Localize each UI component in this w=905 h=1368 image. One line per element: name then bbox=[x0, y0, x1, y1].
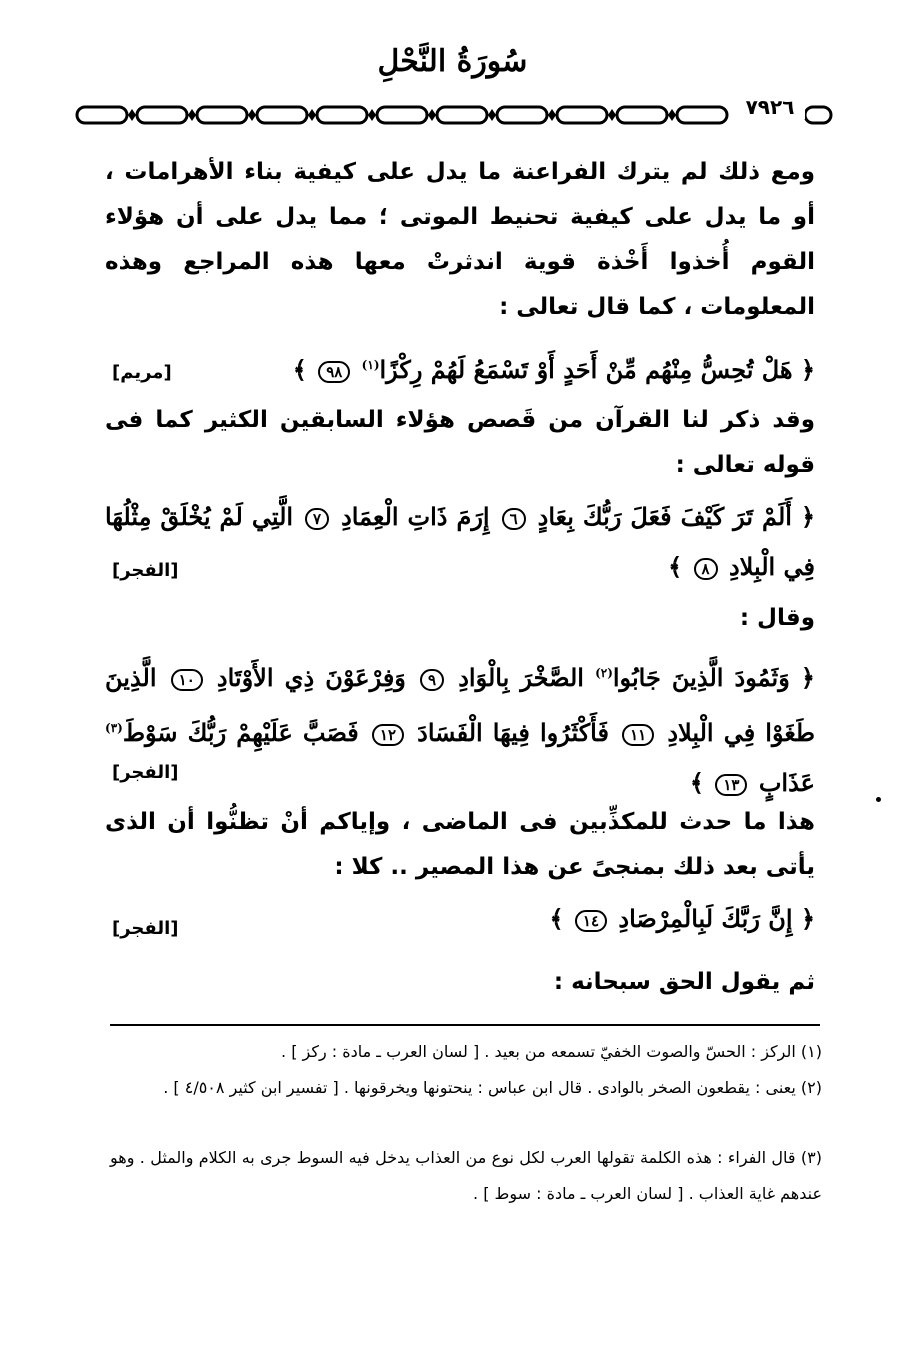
verse-text: سَوْطَ bbox=[122, 718, 178, 747]
ayah-number: ٩٨ bbox=[318, 361, 350, 383]
footnote-marker: (١) bbox=[361, 358, 380, 372]
paragraph-1: ومع ذلك لم يترك الفراعنة ما يدل على كيفية بناء الأهرامات ، أو ما يدل على كيفية تحنيط الموتى ؛ مما يدل على أن هؤلاء القوم أُخذوا أَخْذة قوية اندثرتْ معها هذه المراجع وهذه المعلومات ، كما قال تعالى : bbox=[105, 159, 815, 320]
surah-reference: [الفجر] bbox=[112, 762, 179, 783]
verse-text: الصَّخْرَ بِالْوَادِ bbox=[458, 663, 584, 692]
paragraph-3: وقال : bbox=[739, 605, 815, 631]
footnote-marker: (٣) bbox=[105, 721, 123, 735]
ayah-number: ٧ bbox=[305, 508, 329, 530]
verse-fajr-9-13 bbox=[105, 648, 815, 808]
verse-text: الَّتِي لَمْ يُخْلَقْ bbox=[160, 502, 294, 531]
footnote-2: (٢) يعنى : يقطعون الصخر بالوادى . قال ابن عباس : ينحتونها ويخرقونها . [ تفسير ابن كثير ٤/٥٠٨ ] . bbox=[163, 1078, 822, 1097]
page-number: ٧٩٢٦ bbox=[735, 95, 805, 119]
ornament-close-icon: ﴾ bbox=[292, 355, 307, 384]
verse-text: وَثَمُودَ الَّذِينَ جَابُوا bbox=[612, 663, 790, 692]
verse-text: هَلْ تُحِسُّ مِنْهُم مِّنْ أَحَدٍ أَوْ تَسْمَعُ لَهُمْ رِكْزًا bbox=[379, 355, 793, 384]
ornament-open-icon: ﴿ bbox=[800, 502, 816, 531]
verse-fajr-6-8 bbox=[105, 492, 815, 592]
decorative-border bbox=[75, 95, 835, 135]
verse-text: عَذَابٍ bbox=[758, 768, 815, 797]
paragraph-5: ثم يقول الحق سبحانه : bbox=[553, 969, 815, 995]
surah-reference: [مريم] bbox=[112, 362, 172, 383]
verse-text: مِثْلُهَا فِي الْبِلادِ bbox=[105, 502, 815, 581]
verse-text: الَّذِينَ طَغَوْا فِي الْبِلادِ bbox=[105, 663, 816, 747]
verse-maryam-98 bbox=[105, 340, 815, 395]
footnote-1: (١) الركز : الحسّ والصوت الخفيّ تسمعه من بعيد . [ لسان العرب ـ مادة : ركز ] . bbox=[281, 1042, 822, 1061]
ornament-close-icon: ﴾ bbox=[689, 768, 704, 797]
ornament-open-icon: ﴿ bbox=[800, 904, 815, 933]
ornament-open-icon: ﴿ bbox=[800, 355, 815, 384]
paragraph-2: وقد ذكر لنا القرآن من قَصص هؤلاء السابقين الكثير كما فى قوله تعالى : bbox=[105, 407, 815, 478]
ayah-number: ١٢ bbox=[372, 724, 404, 746]
scan-speck bbox=[876, 797, 881, 802]
verse-text: وَفِرْعَوْنَ ذِي الأَوْتَادِ bbox=[216, 663, 406, 692]
verse-text: إِنَّ رَبَّكَ لَبِالْمِرْصَادِ bbox=[618, 904, 793, 933]
ornament-open-icon: ﴿ bbox=[800, 663, 815, 692]
surah-title: سُورَةُ النَّحْلِ bbox=[377, 44, 528, 79]
verse-text: فَأَكْثَرُوا فِيهَا الْفَسَادَ bbox=[417, 718, 609, 747]
ayah-number: ٦ bbox=[502, 508, 526, 530]
ayah-number: ٨ bbox=[694, 558, 718, 580]
verse-text: فَصَبَّ عَلَيْهِمْ رَبُّكَ bbox=[187, 718, 359, 747]
surah-reference: [الفجر] bbox=[112, 560, 179, 581]
verse-text: أَلَمْ تَرَ كَيْفَ فَعَلَ رَبُّكَ بِعَادٍ bbox=[537, 502, 792, 531]
verse-text: إِرَمَ ذَاتِ الْعِمَادِ bbox=[341, 502, 490, 531]
ayah-number: ١١ bbox=[622, 724, 654, 746]
ayah-number: ٩ bbox=[420, 669, 444, 691]
footnote-marker: (٢) bbox=[595, 666, 613, 680]
ayah-number: ١٤ bbox=[575, 910, 607, 932]
verse-fajr-14 bbox=[105, 894, 815, 944]
footnote-3: (٣) قال الفراء : هذه الكلمة تقولها العرب لكل نوع من العذاب يدخل فيه السوط جرى به الكلام والمثل . وهو عندهم غاية العذاب . [ لسان العرب ـ مادة : سوط ] . bbox=[110, 1148, 822, 1203]
ornament-close-icon: ﴾ bbox=[668, 552, 683, 581]
surah-reference: [الفجر] bbox=[112, 918, 179, 939]
footnote-divider bbox=[110, 1024, 820, 1026]
paragraph-4: هذا ما حدث للمكذِّبين فى الماضى ، وإياكم أنْ تظنُّوا أن الذى يأتى بعد ذلك بمنجىً عن هذا المصير .. كلا : bbox=[105, 809, 815, 880]
ayah-number: ١٣ bbox=[715, 774, 747, 796]
ayah-number: ١٠ bbox=[171, 669, 203, 691]
ornament-close-icon: ﴾ bbox=[549, 904, 564, 933]
